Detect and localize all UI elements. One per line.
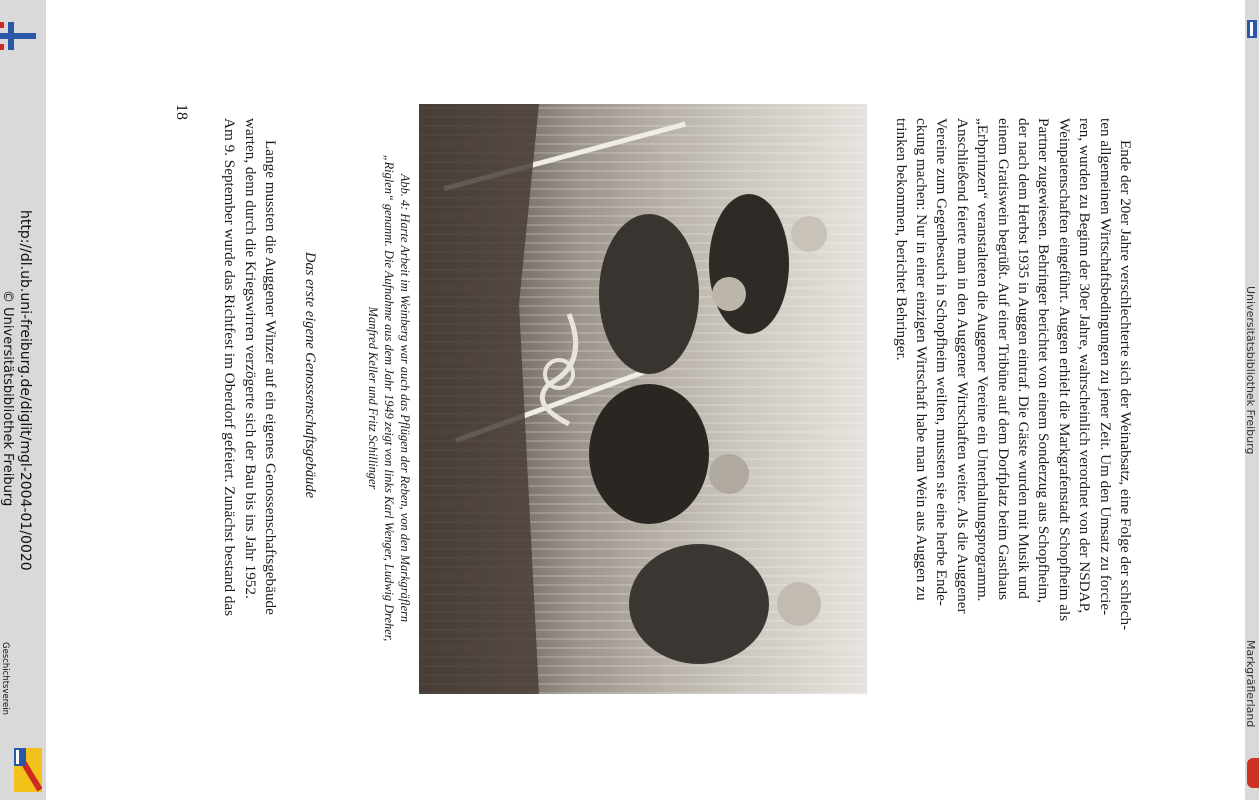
paragraph-line: Partner zugewiesen. Behringer berichtet von einem Sonderzug aus Schopfheim, [1035,118,1053,604]
right-edge-label: Universitätsbibliothek Freiburg [1244,286,1257,455]
paragraph-line: der nach dem Herbst 1935 in Auggen eintraf. Die Gäste wurden mit Musik und [1014,118,1032,599]
caption-line: „Riglen“ genannt. Die Aufnahme aus dem Jahr 1949 zeigt von links Karl Wenger, Ludwig Dreher, [382,154,397,642]
paragraph-line: ren, wurden zu Beginn der 30er Jahre, wahrscheinlich verordnet von der NSDAP, [1076,118,1094,614]
figure-caption [365,118,412,678]
paragraph-line: warten, denn durch die Kriegswirren verzögerte sich der Bau bis ins Jahr 1952. [241,118,259,599]
paragraph-line: Am 9. September wurde das Richtfest im Oberdorf gefeiert. Zunächst bestand das [221,118,239,617]
paragraph-line: Vereine zum Gegenbesuch in Schopfheim weilten, mussten sie eine herbe Ende- [933,118,951,606]
paragraph-line: Lange mussten die Auggener Winzer auf ein eigenes Genossenschaftsgebäude [262,140,279,615]
right-edge-label-bottom: Markgräflerland [1244,640,1257,728]
paragraph-line: „Erbprinzen“ veranstalteten die Auggener Vereine ein Unterhaltungsprogramm. [974,118,992,602]
paragraph-2-block [219,118,280,698]
paragraph-line: ckung machen: Nur in einer einzigen Wirtschaft habe man Wein aus Auggen zu [912,118,930,601]
paragraph-line: ten allgemeinen Wirtschaftsbedingungen zu jener Zeit. Um den Umsatz zu forcie- [1096,118,1114,616]
copyright-notice: © Universitätsbibliothek Freiburg [0,290,15,507]
source-url[interactable]: http://dl.ub.uni-freiburg.de/diglit/mgl-2004-01/0020 [17,210,33,571]
caption-line: Abb. 4: Harte Arbeit im Weinberg war auch das Pflügen der Reben, von den Markgräflern [398,173,412,623]
society-label-line1: Geschichtsverein [0,642,10,716]
caption-line: Manfred Keller und Fritz Schillinger [366,306,381,490]
page-number: 18 [173,104,190,120]
paragraph-line: Anschließend feierte man in den Auggener Wirtschaften weiter. Als die Auggener [953,118,971,614]
paragraph-1 [890,118,1135,698]
paragraph-line: Weinpatenschaften eingeführt. Auggen erhielt die Markgrafenstadt Schopfheim als [1055,118,1073,622]
photo-figures [419,104,867,694]
paragraph-line: trinken bekommen, berichtet Behringer. [892,118,910,361]
paragraph-line: einem Gratiswein begrüßt. Auf einer Tribüne auf dem Dorfplatz beim Gasthaus [994,118,1012,601]
vineyard-photograph [419,104,867,694]
section-heading: Das erste eigene Genossenschaftsgebäude [302,252,318,499]
paragraph-line: Ende der 20er Jahre verschlechterte sich der Weinabsatz, eine Folge der schlech- [1117,140,1134,631]
